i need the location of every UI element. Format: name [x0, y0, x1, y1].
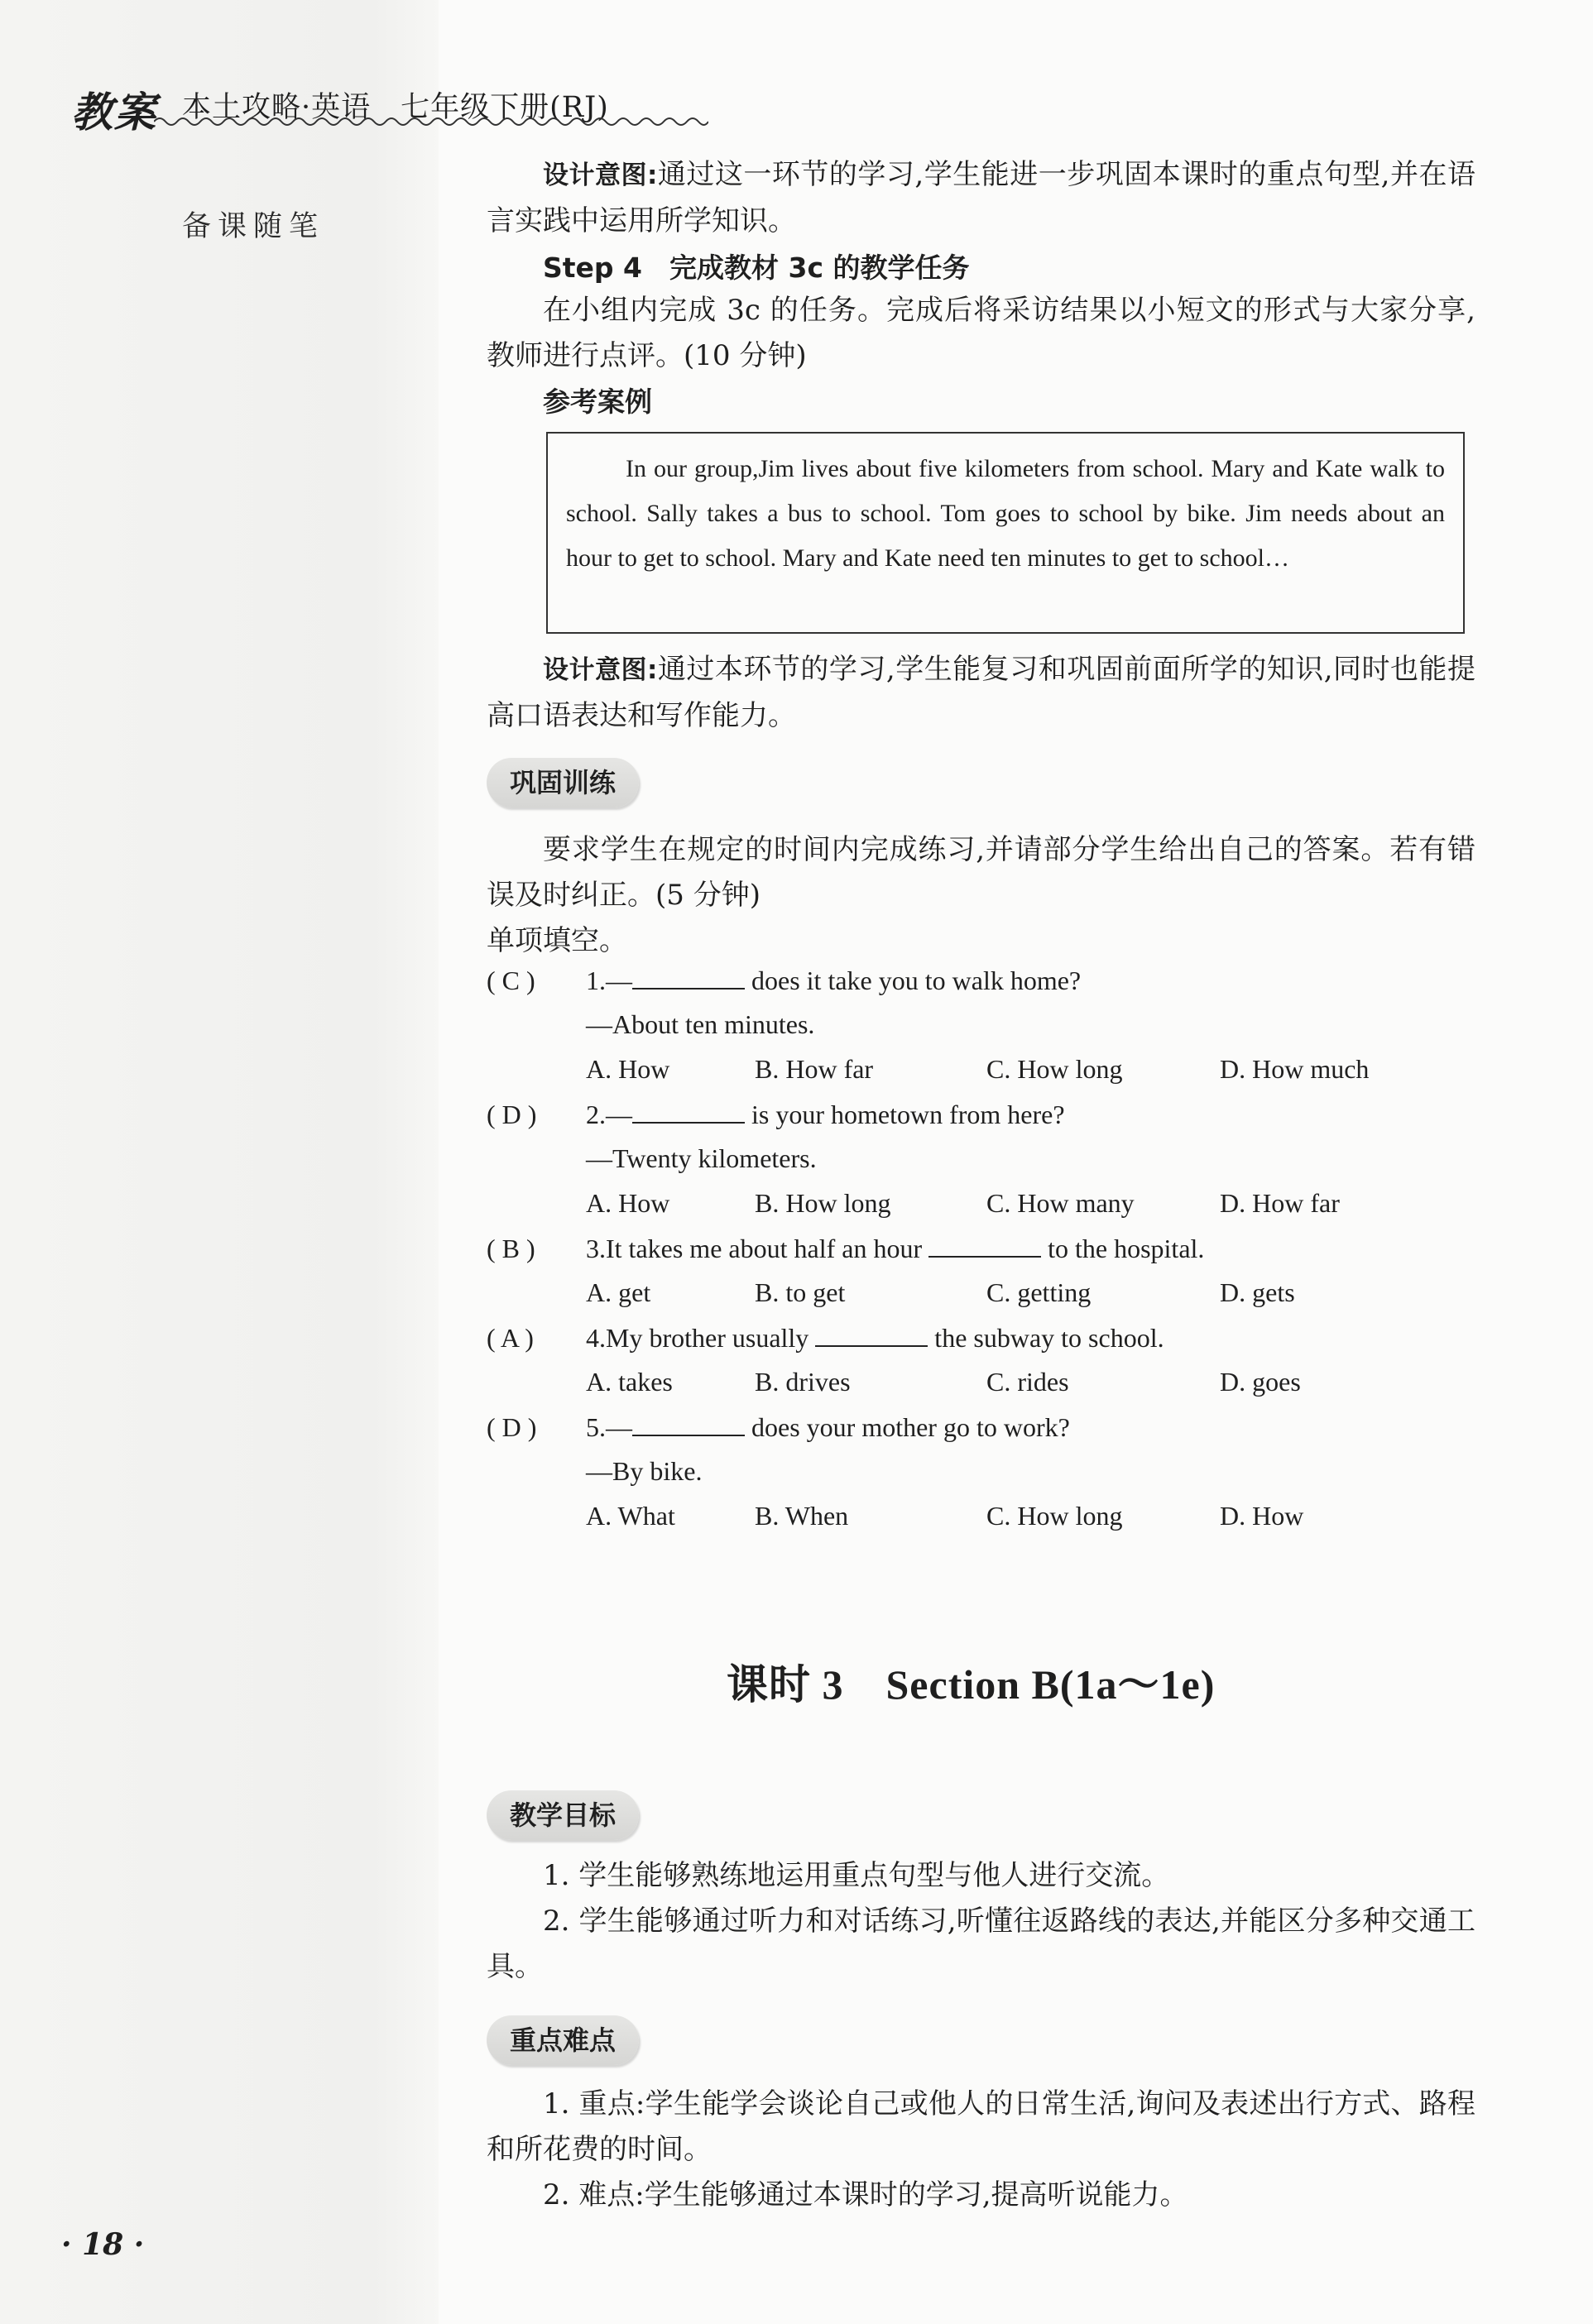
option-c: C. How long: [986, 1054, 1123, 1084]
objectives-title: 教学目标: [487, 1790, 639, 1840]
design-intent-1: [487, 152, 1475, 244]
objective-item: 2. 学生能够通过听力和对话练习,听懂往返路线的表达,并能区分多种交通工具。: [487, 1905, 1475, 1983]
page-number: · 18 ·: [61, 2227, 145, 2262]
example-label: 参考案例: [543, 386, 652, 418]
question-4: ( A ) 4.My brother usually the subway to school.: [487, 1323, 1164, 1353]
key-points-title: 重点难点: [487, 2015, 639, 2065]
key-point-item: 2. 难点:学生能够通过本课时的学习,提高听说能力。: [543, 2178, 1188, 2211]
header-brand: 教案: [71, 89, 157, 137]
design-intent-2: [487, 647, 1475, 739]
option-d: D. How much: [1220, 1054, 1370, 1084]
fill-blank: [632, 1411, 745, 1436]
option-a: A. What: [586, 1501, 675, 1531]
option-d: D. goes: [1220, 1367, 1301, 1397]
example-box: [546, 432, 1465, 634]
fill-blank: [632, 965, 745, 989]
design-intent-label: 设计意图:: [543, 655, 658, 685]
answer-key: ( D ): [487, 1100, 537, 1129]
option-c: C. How long: [986, 1501, 1123, 1531]
section-label: 单项填空。: [487, 924, 627, 957]
option-d: D. How far: [1220, 1188, 1340, 1218]
step-4-heading: Step 4 完成教材 3c 的教学任务: [543, 252, 970, 284]
option-a: A. How: [586, 1054, 670, 1084]
step-4-text: 在小组内完成 3c 的任务。完成后将采访结果以小短文的形式与大家分享,教师进行点评。(10 分钟): [487, 294, 1475, 372]
answer-key: ( D ): [487, 1412, 537, 1442]
question-2: ( D ) 2.— is your hometown from here?: [487, 1100, 1065, 1129]
consolidation-title: 巩固训练: [487, 758, 639, 807]
question-1: ( C ) 1.— does it take you to walk home?: [487, 966, 1082, 995]
margin-notes-column: [0, 0, 439, 2324]
fill-blank: [928, 1233, 1041, 1258]
option-c: C. rides: [986, 1367, 1069, 1397]
option-a: A. get: [586, 1277, 651, 1307]
option-b: B. drives: [755, 1367, 851, 1397]
answer-key: ( C ): [487, 966, 535, 995]
option-d: D. How: [1220, 1501, 1304, 1531]
option-a: A. takes: [586, 1367, 673, 1397]
option-c: C. getting: [986, 1277, 1092, 1307]
answer-key: ( A ): [487, 1323, 534, 1353]
fill-blank: [815, 1322, 928, 1347]
option-a: A. How: [586, 1188, 670, 1218]
question-reply: —Twenty kilometers.: [586, 1143, 817, 1173]
consolidation-intro: 要求学生在规定的时间内完成练习,并请部分学生给出自己的答案。若有错误及时纠正。(5 分钟): [487, 833, 1475, 912]
option-d: D. gets: [1220, 1277, 1295, 1307]
example-text: In our group,Jim lives about five kilometers from school. Mary and Kate walk to school. Sally takes a bus to school. Tom goes to school by bike. Jim needs about an hour to get to school. Mary and Kate need ten minutes to get to school…: [566, 455, 1445, 572]
design-intent-label: 设计意图:: [543, 161, 658, 190]
option-b: B. How long: [755, 1188, 891, 1218]
question-3: ( B ) 3.It takes me about half an hour to the hospital.: [487, 1234, 1205, 1263]
option-b: B. to get: [755, 1277, 846, 1307]
answer-key: ( B ): [487, 1234, 535, 1263]
header-subtitle: 本土攻略·英语 七年级下册(RJ): [182, 91, 609, 124]
question-reply: —By bike.: [586, 1456, 703, 1486]
margin-note-label: 备课随笔: [182, 210, 325, 243]
option-b: B. How far: [755, 1054, 874, 1084]
objective-item: 1. 学生能够熟练地运用重点句型与他人进行交流。: [543, 1859, 1170, 1892]
option-c: C. How many: [986, 1188, 1135, 1218]
question-5: ( D ) 5.— does your mother go to work?: [487, 1412, 1070, 1442]
header-wave-underline: [154, 114, 708, 129]
question-reply: —About ten minutes.: [586, 1009, 815, 1039]
key-point-item: 1. 重点:学生能学会谈论自己或他人的日常生活,询问及表述出行方式、路程和所花费的时间。: [487, 2087, 1475, 2166]
design-intent-text: 通过本环节的学习,学生能复习和巩固前面所学的知识,同时也能提高口语表达和写作能力。: [487, 653, 1475, 732]
design-intent-text: 通过这一环节的学习,学生能进一步巩固本课时的重点句型,并在语言实践中运用所学知识。: [487, 158, 1475, 237]
lesson-title: 课时 3 Section B(1a～1e): [727, 1661, 1216, 1708]
fill-blank: [632, 1099, 745, 1124]
option-b: B. When: [755, 1501, 849, 1531]
